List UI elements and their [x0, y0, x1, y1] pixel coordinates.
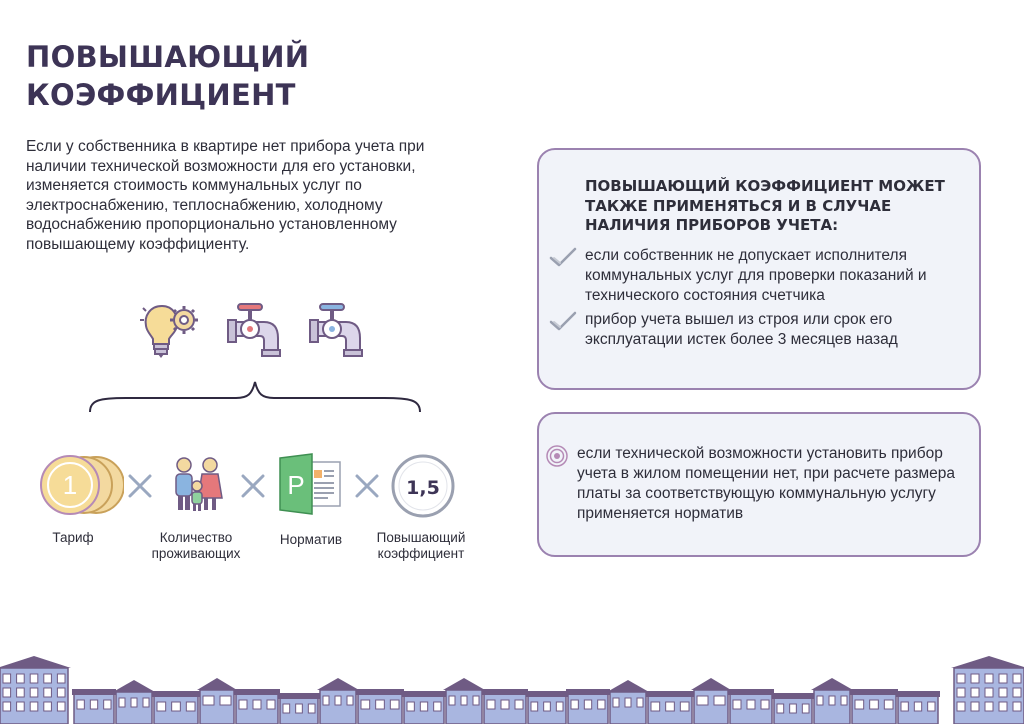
list-item-text: если собственник не допускает исполнителя коммунальных услуг для проверки показаний и технического состояния счетчика [585, 247, 927, 304]
grouping-brace [86, 378, 424, 414]
box-heading: ПОВЫШАЮЩИЙ КОЭФФИЦИЕНТ МОЖЕТ ТАКЖЕ ПРИМЕНЯТЬСЯ И В СЛУЧАЕ НАЛИЧИЯ ПРИБОРОВ УЧЕТА: [585, 177, 945, 234]
title-line-2: КОЭФФИЦИЕНТ [26, 78, 296, 112]
norm-label: Норматив [279, 532, 343, 547]
target-bullet-icon [545, 444, 569, 468]
multiply-icon [240, 473, 266, 499]
utility-icons [140, 298, 370, 362]
norm-applies-box [537, 412, 981, 557]
lightbulb-gear-icon [140, 298, 204, 362]
checkmark-icon [549, 310, 577, 334]
document-letter: P [287, 470, 305, 500]
cold-water-faucet-icon [306, 298, 366, 362]
norm-document-icon [278, 452, 344, 516]
residents-label: Количество проживающих [151, 530, 241, 561]
houses-skyline-illustration [0, 656, 1024, 724]
list-item-text: прибор учета вышел из строя или срок его эксплуатации истек более 3 месяцев назад [585, 311, 898, 348]
hot-water-faucet-icon [224, 298, 284, 362]
intro-text: Если у собственника в квартире нет прибора учета при наличии технической возможности для его установки, изменяется стоимость коммунальных услуг по электроснабжению, теплоснабжению, холодному водоснабжению пропорционально установленному повышающему коэффициенту. [26, 138, 425, 253]
coin-glyph: 1 [62, 470, 78, 500]
page-title [26, 38, 309, 114]
tariff-formula [0, 448, 520, 578]
meter-conditions-box [537, 148, 981, 390]
coefficient-label: Повышающий коэффициент [376, 530, 466, 561]
coefficient-value: 1,5 [406, 477, 440, 499]
coefficient-badge [391, 454, 455, 518]
checkmark-icon [549, 246, 577, 270]
family-icon [168, 454, 228, 514]
coins-icon [38, 452, 124, 518]
tariff-label: Тариф [52, 530, 94, 545]
multiply-icon [354, 473, 380, 499]
box-text: если технической возможности установить прибор учета в жилом помещении нет, при расчете размера платы за соответствующую коммунальную услугу применяется норматив [577, 445, 956, 522]
multiply-icon [127, 473, 153, 499]
title-line-1: ПОВЫШАЮЩИЙ [26, 40, 310, 74]
